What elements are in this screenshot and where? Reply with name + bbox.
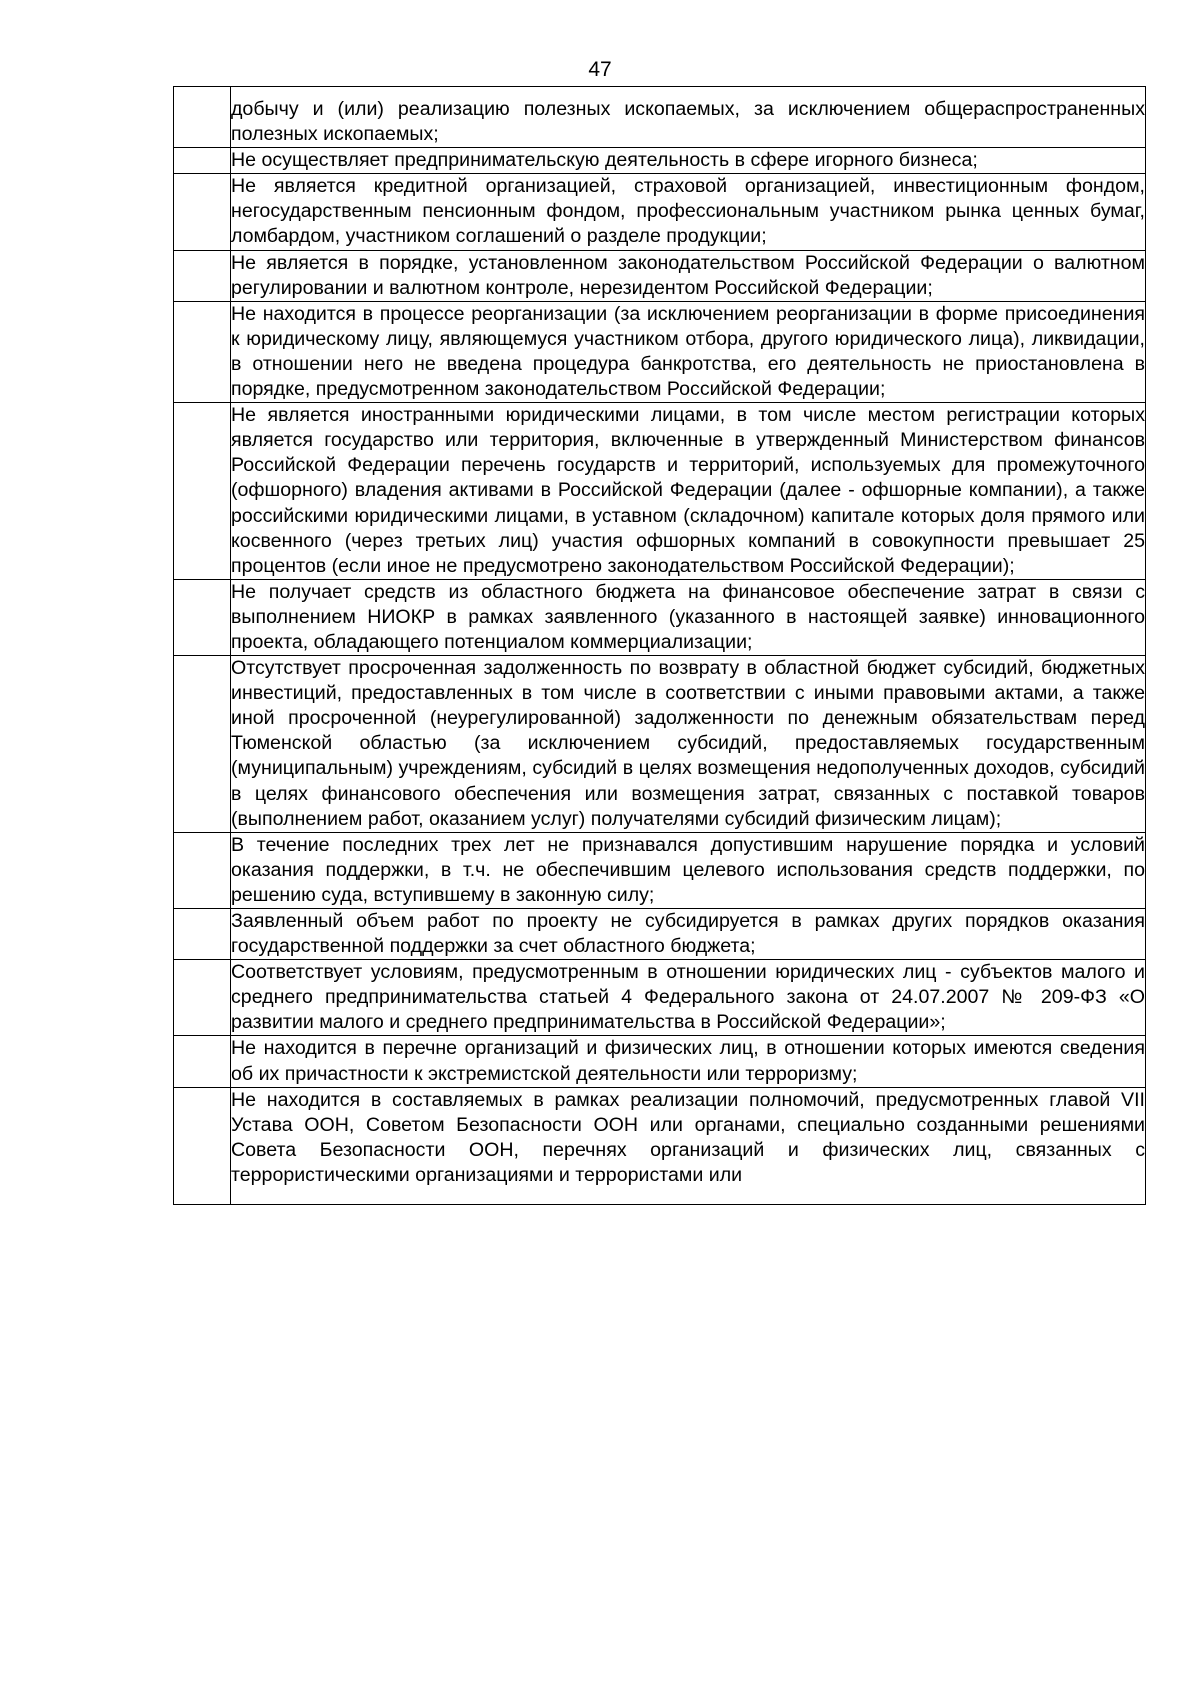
- table-row: [174, 656, 1146, 833]
- row-number-cell: [174, 909, 231, 960]
- row-number-cell: [174, 656, 231, 833]
- row-number-cell: [174, 174, 231, 250]
- row-text-cell: В течение последних трех лет не признавался допустившим нарушение порядка и условий оказания поддержки, в т.ч. не обеспечившим целевого использования средств поддержки, по решению суда, вступившему в законную силу;: [231, 832, 1146, 908]
- row-number-cell: [174, 832, 231, 908]
- row-number-cell: [174, 250, 231, 301]
- row-text-cell: Не находится в процессе реорганизации (за исключением реорганизации в форме присоединения к юридическому лицу, являющемуся участником отбора, другого юридического лица), ликвидации, в отношении него не введена процедура банкротства, его деятельность не приостановлена в порядке, предусмотренном законодательством Российской Федерации;: [231, 301, 1146, 402]
- table-row: [174, 909, 1146, 960]
- row-number-cell: [174, 960, 231, 1036]
- row-text-cell: Не получает средств из областного бюджета на финансовое обеспечение затрат в связи с выполнением НИОКР в рамках заявленного (указанного в настоящей заявке) инновационного проекта, обладающего потенциалом коммерциализации;: [231, 579, 1146, 655]
- row-text-cell: Отсутствует просроченная задолженность по возврату в областной бюджет субсидий, бюджетных инвестиций, предоставленных в том числе в соответствии с иными правовыми актами, а также иной просроченной (неурегулированной) задолженности по денежным обязательствам перед Тюменской областью (за исключением субсидий, предоставляемых государственным (муниципальным) учреждениям, субсидий в целях возмещения недополученных доходов, субсидий в целях финансового обеспечения или возмещения затрат, связанных с поставкой товаров (выполнением работ, оказанием услуг) получателями субсидий физическим лицам);: [231, 656, 1146, 833]
- row-text-cell: Соответствует условиям, предусмотренным в отношении юридических лиц - субъектов малого и среднего предпринимательства статьей 4 Федерального закона от 24.07.2007 № 209-ФЗ «О развитии малого и среднего предпринимательства в Российской Федерации»;: [231, 960, 1146, 1036]
- row-number-cell: [174, 301, 231, 402]
- row-number-cell: [174, 403, 231, 580]
- page-number: 47: [588, 58, 612, 81]
- table-row: [174, 579, 1146, 655]
- criteria-table: [173, 86, 1146, 1205]
- table-row: [174, 174, 1146, 250]
- row-text-cell: Не находится в составляемых в рамках реализации полномочий, предусмотренных главой VII Устава ООН, Советом Безопасности ООН или органами, специально созданными решениями Совета Безопасности ООН, перечнях организаций и физических лиц, связанных с террористическими организациями и террористами или: [231, 1087, 1146, 1204]
- table-row: [174, 960, 1146, 1036]
- table-row: [174, 250, 1146, 301]
- row-text-cell: Не является кредитной организацией, страховой организацией, инвестиционным фондом, негосударственным пенсионным фондом, профессиональным участником рынка ценных бумаг, ломбардом, участником соглашений о разделе продукции;: [231, 174, 1146, 250]
- table-row: [174, 403, 1146, 580]
- table-row: [174, 1036, 1146, 1087]
- table-row: [174, 1087, 1146, 1204]
- table-row: [174, 832, 1146, 908]
- row-text-cell: добычу и (или) реализацию полезных ископаемых, за исключением общераспространенных полезных ископаемых;: [231, 87, 1146, 148]
- table-row: [174, 87, 1146, 148]
- row-text-cell: Не находится в перечне организаций и физических лиц, в отношении которых имеются сведения об их причастности к экстремистской деятельности или терроризму;: [231, 1036, 1146, 1087]
- row-number-cell: [174, 1087, 231, 1204]
- table-row: [174, 301, 1146, 402]
- row-text-cell: Не осуществляет предпринимательскую деятельность в сфере игорного бизнеса;: [231, 148, 1146, 174]
- row-text-cell: Не является иностранными юридическими лицами, в том числе местом регистрации которых является государство или территория, включенные в утвержденный Министерством финансов Российской Федерации перечень государств и территорий, используемых для промежуточного (офшорного) владения активами в Российской Федерации (далее - офшорные компании), а также российскими юридическими лицами, в уставном (складочном) капитале которых доля прямого или косвенного (через третьих лиц) участия офшорных компаний в совокупности превышает 25 процентов (если иное не предусмотрено законодательством Российской Федерации);: [231, 403, 1146, 580]
- row-number-cell: [174, 1036, 231, 1087]
- row-text-cell: Заявленный объем работ по проекту не субсидируется в рамках других порядков оказания государственной поддержки за счет областного бюджета;: [231, 909, 1146, 960]
- row-number-cell: [174, 148, 231, 174]
- row-number-cell: [174, 87, 231, 148]
- table-row: [174, 148, 1146, 174]
- row-number-cell: [174, 579, 231, 655]
- row-text-cell: Не является в порядке, установленном законодательством Российской Федерации о валютном регулировании и валютном контроле, нерезидентом Российской Федерации;: [231, 250, 1146, 301]
